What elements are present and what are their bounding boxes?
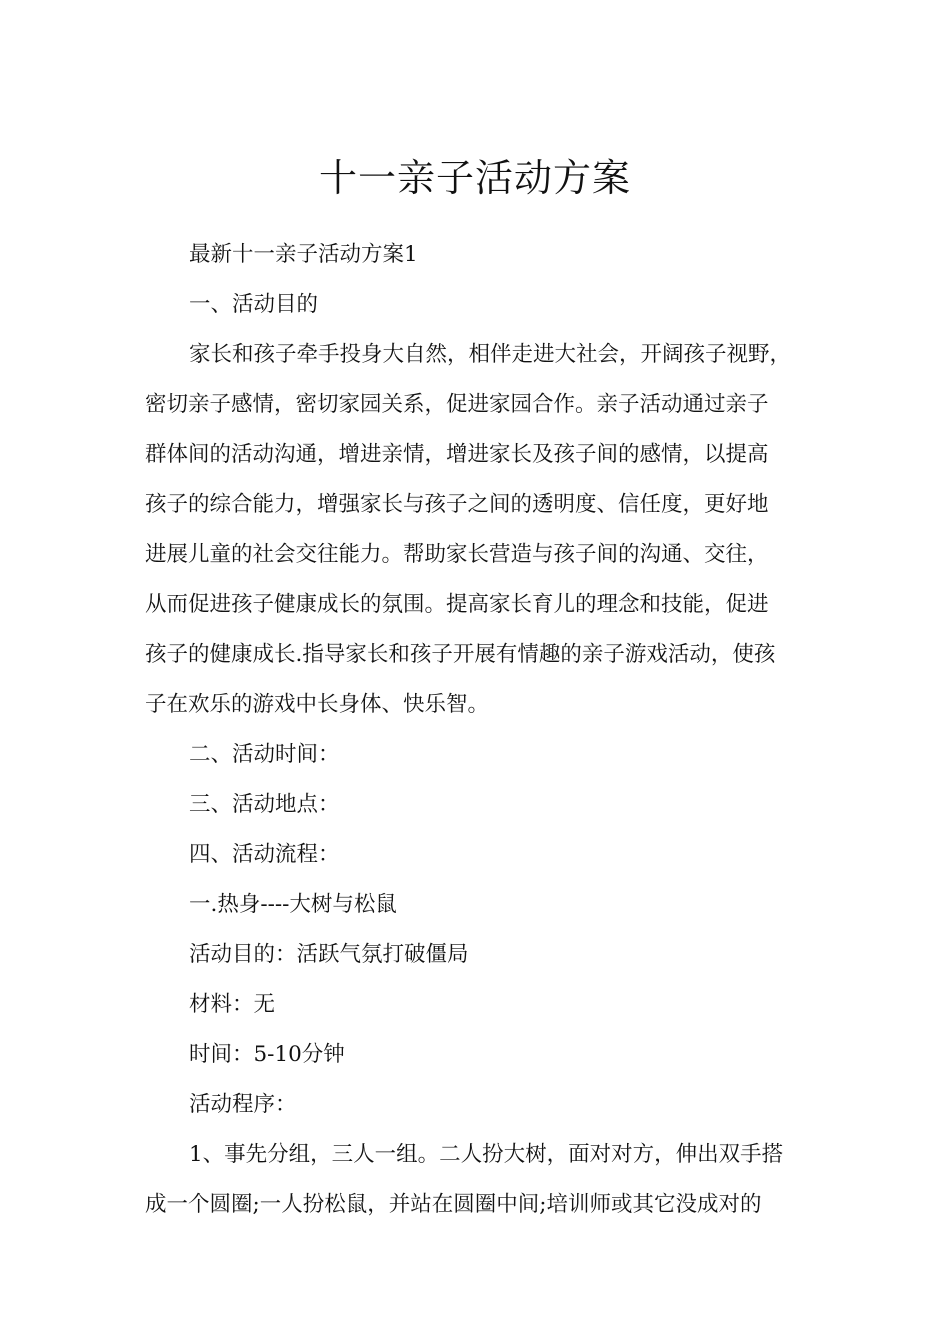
document-body bbox=[145, 230, 810, 1230]
activity-materials: 材料：无 bbox=[189, 992, 276, 1017]
section-heading-time: 二、活动时间： bbox=[189, 742, 340, 767]
purpose-line: 子在欢乐的游戏中长身体、快乐智。 bbox=[145, 692, 490, 717]
purpose-line: 从而促进孩子健康成长的氛围。提高家长育儿的理念和技能，促进 bbox=[145, 592, 769, 617]
procedure-step-paragraph bbox=[145, 1130, 810, 1230]
purpose-line: 孩子的综合能力，增强家长与孩子之间的透明度、信任度，更好地 bbox=[145, 492, 769, 517]
procedure-line: 1、事先分组，三人一组。二人扮大树，面对对方，伸出双手搭 bbox=[189, 1142, 784, 1167]
procedure-line: 成一个圆圈;一人扮松鼠，并站在圆圈中间;培训师或其它没成对的 bbox=[145, 1192, 762, 1217]
activity-heading: 一.热身----大树与松鼠 bbox=[189, 892, 397, 917]
purpose-line: 进展儿童的社会交往能力。帮助家长营造与孩子间的沟通、交往， bbox=[145, 542, 769, 567]
activity-procedure-heading: 活动程序： bbox=[189, 1092, 297, 1117]
activity-duration: 时间：5-10分钟 bbox=[189, 1042, 345, 1067]
purpose-line: 密切亲子感情，密切家园关系，促进家园合作。亲子活动通过亲子 bbox=[145, 392, 769, 417]
section-heading-location: 三、活动地点： bbox=[189, 792, 340, 817]
document-title: 十一亲子活动方案 bbox=[318, 156, 631, 201]
subtitle-paragraph: 最新十一亲子活动方案1 bbox=[189, 242, 418, 267]
purpose-line: 家长和孩子牵手投身大自然，相伴走进大社会，开阔孩子视野， bbox=[189, 342, 792, 367]
purpose-line: 群体间的活动沟通，增进亲情，增进家长及孩子间的感情，以提高 bbox=[145, 442, 769, 467]
activity-purpose: 活动目的：活跃气氛打破僵局 bbox=[189, 942, 469, 967]
purpose-line: 孩子的健康成长.指导家长和孩子开展有情趣的亲子游戏活动，使孩 bbox=[145, 642, 776, 667]
purpose-paragraph bbox=[145, 330, 810, 730]
section-heading-purpose: 一、活动目的 bbox=[189, 292, 319, 317]
section-heading-process: 四、活动流程： bbox=[189, 842, 340, 867]
